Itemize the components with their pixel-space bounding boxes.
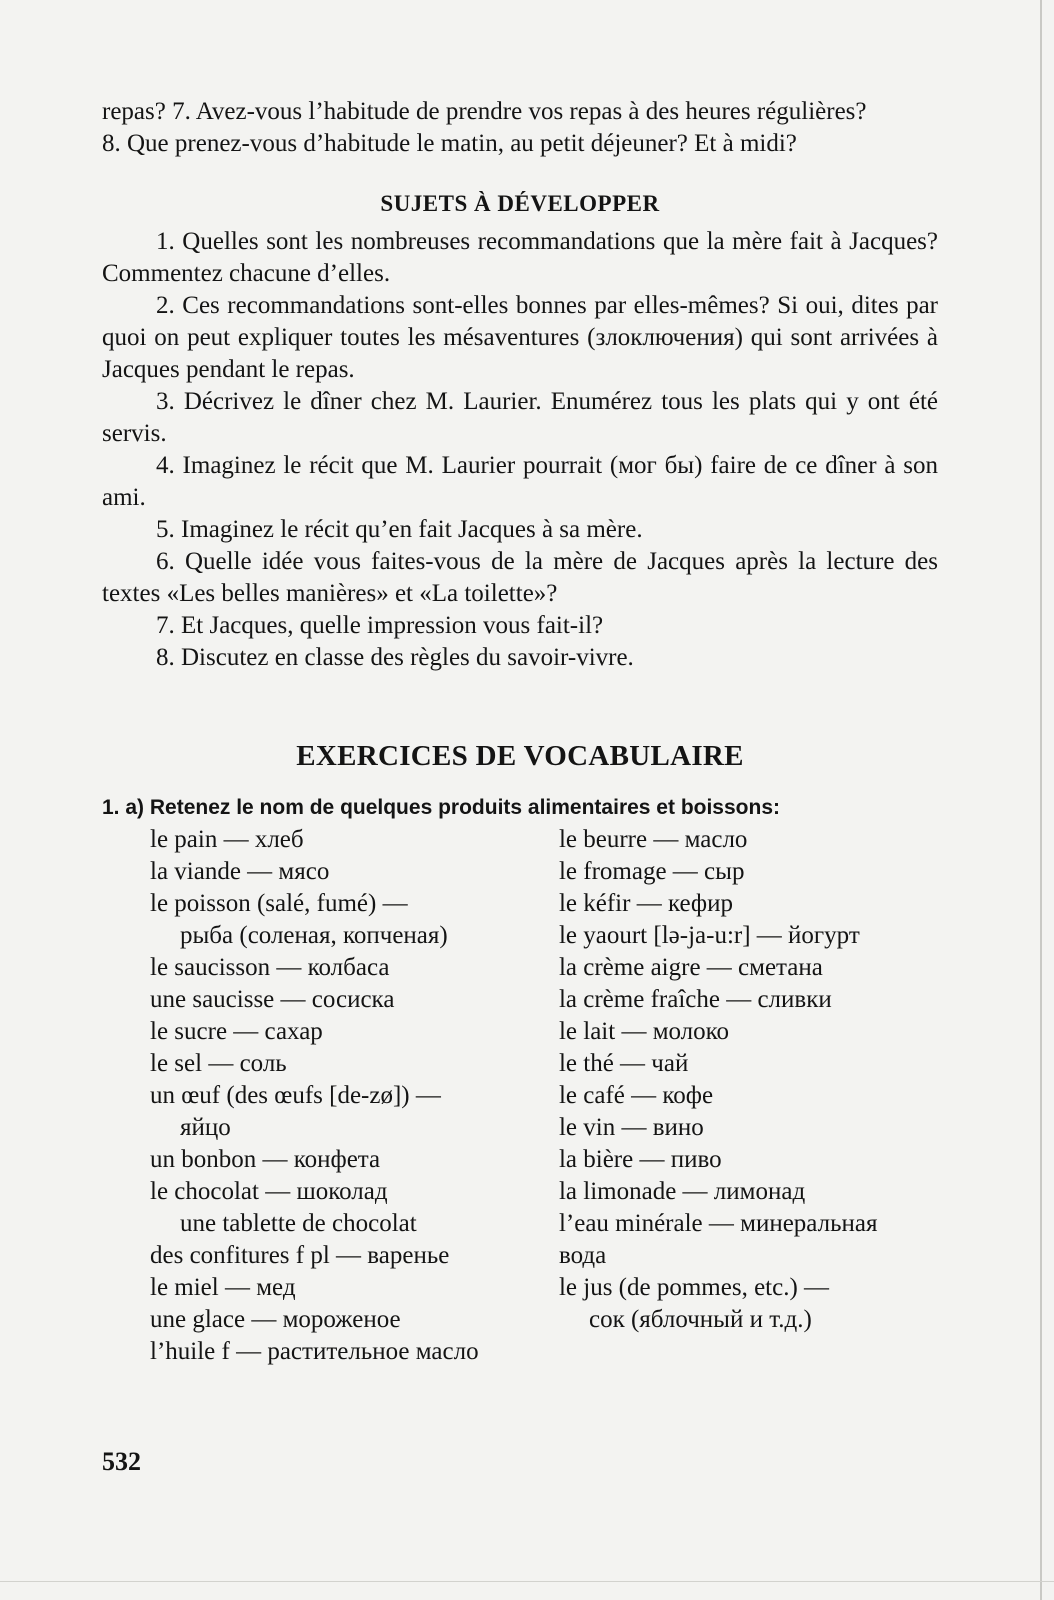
page-edge <box>1040 0 1042 1600</box>
vocabulary-item <box>150 1272 559 1304</box>
intro-line: 8. Que prenez-vous d’habitude le matin, au petit déjeuner? Et à midi? <box>102 130 797 157</box>
vocabulary-item <box>559 1048 938 1080</box>
sujet-item: 7. Et Jacques, quelle impression vous fait-il? <box>156 612 604 639</box>
vocabulary-entry-continuation: рыба (соленая, копченая) <box>180 922 448 949</box>
vocabulary-item <box>150 1144 559 1176</box>
vocabulary-entry: la bière — пиво <box>558 1146 722 1173</box>
vocabulary-entry: la crème fraîche — сливки <box>558 986 832 1013</box>
sujet-item: 4. Imaginez le récit que M. Laurier pourrait (мог бы) faire de ce dîner à son ami. <box>102 452 938 511</box>
vocabulary-entry-continuation: яйцо <box>180 1114 231 1141</box>
vocabulary-item <box>559 856 938 888</box>
vocabulary-item <box>150 984 559 1016</box>
page-number: 532 <box>102 1447 141 1476</box>
intro-line: repas? 7. Avez-vous l’habitude de prendre vos repas à des heures régulières? <box>102 98 867 125</box>
vocabulary-item <box>559 824 938 856</box>
vocabulary-entry: une glace — мороженое <box>150 1306 401 1333</box>
sujet-item: 2. Ces recommandations sont-elles bonnes par elles-mêmes? Si oui, dites par quoi on peut expliquer toutes les mésaventures (злоключения) qui sont arrivées à Jacques pendant le repas. <box>102 292 938 383</box>
vocabulary-entry: le saucisson — колбаса <box>150 954 390 981</box>
vocabulary-entry: le beurre — масло <box>558 826 748 853</box>
vocabulary-entry: la viande — мясо <box>150 858 330 885</box>
sujet-item: 3. Décrivez le dîner chez M. Laurier. Enumérez tous les plats qui y ont été servis. <box>102 388 938 447</box>
vocabulary-entry: le miel — мед <box>150 1274 296 1301</box>
vocabulary-entry: la limonade — лимонад <box>558 1178 806 1205</box>
vocabulary-entry: le jus (de pommes, etc.) — <box>558 1274 830 1301</box>
vocabulary-entry: le kéfir — кефир <box>558 890 733 917</box>
sujet-item: 5. Imaginez le récit qu’en fait Jacques à sa mère. <box>156 516 643 543</box>
vocabulary-entry-continuation: сок (яблочный и т.д.) <box>588 1306 812 1333</box>
vocabulary-item <box>150 856 559 888</box>
vocabulary-item <box>559 920 938 952</box>
vocabulary-entry: l’huile f — растительное масло <box>150 1338 479 1365</box>
exercise-title: 1. a) Retenez le nom de quelques produits alimentaires et boissons: <box>102 796 780 819</box>
vocabulary-entry: un bonbon — конфета <box>150 1146 381 1173</box>
vocabulary-item <box>150 824 559 856</box>
vocabulary-entry: le sel — соль <box>150 1050 287 1077</box>
vocabulary-entry-continuation: une tablette de chocolat <box>180 1210 417 1237</box>
page-bottom-edge <box>0 1581 1054 1582</box>
vocabulary-entry: le café — кофе <box>558 1082 714 1109</box>
vocabulary-entry: le vin — вино <box>558 1114 704 1141</box>
vocabulary-entry: le chocolat — шоколад <box>150 1178 388 1205</box>
vocabulary-item <box>559 1112 938 1144</box>
vocabulary-entry: l’eau minérale — минеральная <box>558 1210 878 1237</box>
vocabulary-item <box>559 1016 938 1048</box>
vocabulary-entry: des confitures f pl — варенье <box>150 1242 450 1269</box>
sujet-item: 8. Discutez en classe des règles du savoir-vivre. <box>156 644 634 671</box>
vocabulary-entry: le pain — хлеб <box>150 826 304 853</box>
vocabulary-entry: le lait — молоко <box>558 1018 730 1045</box>
vocabulary-item <box>559 1080 938 1112</box>
vocabulary-item <box>150 1176 559 1240</box>
vocabulary-list <box>150 824 938 1368</box>
vocabulary-item <box>150 1016 559 1048</box>
vocabulary-left-column <box>150 824 559 1368</box>
vocabulary-entry: la crème aigre — сметана <box>558 954 823 981</box>
vocabulary-item <box>559 984 938 1016</box>
vocabulary-item <box>150 952 559 984</box>
vocabulary-item <box>559 952 938 984</box>
vocabulary-item <box>150 888 559 952</box>
vocabulary-item <box>559 1272 938 1336</box>
vocabulary-entry: le fromage — сыр <box>558 858 745 885</box>
vocabulary-item <box>150 1336 559 1368</box>
vocabulary-item <box>150 1240 559 1272</box>
sujet-item: 6. Quelle idée vous faites-vous de la mère de Jacques après la lecture des textes «Les belles manières» et «La toilette»? <box>102 548 938 607</box>
page-body <box>102 96 938 1368</box>
vocabulary-entry: вода <box>558 1242 607 1269</box>
exercices-heading: EXERCICES DE VOCABULAIRE <box>296 740 744 772</box>
vocabulary-entry: le thé — чай <box>558 1050 689 1077</box>
vocabulary-item <box>150 1048 559 1080</box>
sujet-item: 1. Quelles sont les nombreuses recommandations que la mère fait à Jacques? Commentez chacune d’elles. <box>102 228 938 287</box>
vocabulary-entry: le yaourt [lə-ja-u:r] — йогурт <box>558 922 860 949</box>
vocabulary-entry: un œuf (des œufs [de-zø]) — <box>150 1082 441 1109</box>
vocabulary-entry: le poisson (salé, fumé) — <box>150 890 408 917</box>
vocabulary-item <box>150 1304 559 1336</box>
vocabulary-entry: une saucisse — сосиска <box>150 986 395 1013</box>
vocabulary-item <box>559 1240 938 1272</box>
sujets-heading: SUJETS À DÉVELOPPER <box>380 191 660 216</box>
vocabulary-item <box>150 1080 559 1144</box>
vocabulary-entry: le sucre — сахар <box>150 1018 323 1045</box>
vocabulary-item <box>559 888 938 920</box>
vocabulary-right-column <box>559 824 938 1368</box>
vocabulary-item <box>559 1176 938 1208</box>
vocabulary-item <box>559 1144 938 1176</box>
vocabulary-item <box>559 1208 938 1240</box>
